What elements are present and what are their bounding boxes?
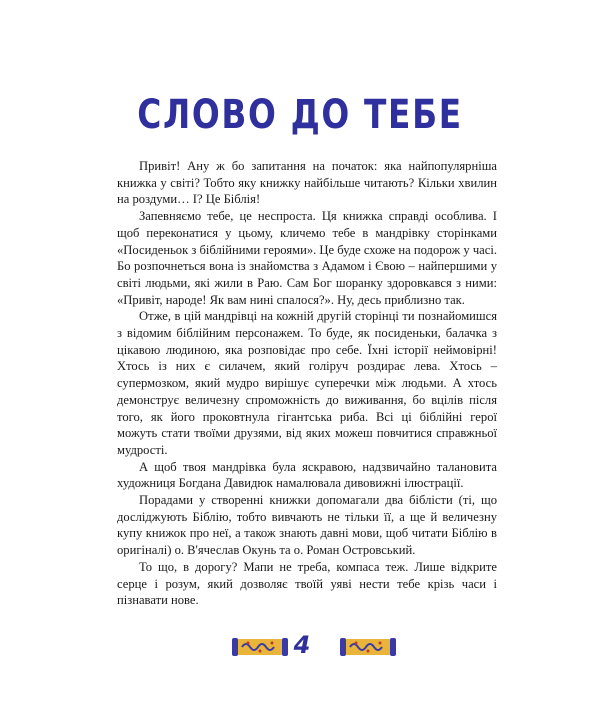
page-number: 4	[293, 631, 311, 659]
body-text	[117, 158, 497, 609]
paragraph: Привіт! Ану ж бо запитання на початок: яка найпопулярніша книжка у світі? Тобто яку книжку найбільше читають? Кільки хвилин на роздуми… І? Це Біблія!	[117, 159, 497, 207]
paragraph: То що, в дорогу? Мапи не треба, компаса теж. Лише відкрите серце і розум, який дозволяє твоїй уяві нести тебе крізь часи і пізнавати нове.	[117, 559, 497, 608]
paragraph: Порадами у створенні книжки допомагали два біблісти (ті, що досліджують Біблію, тобто вивчають не тільки її, а ще й величезну купу книжок про неї, а також знають давні мови, щоб читати Біблію в оригіналі) о. В'ячеслав Окунь та о. Роман Островський.	[117, 493, 497, 558]
scroll-ornament-right-icon	[338, 635, 398, 659]
paragraph: Запевняємо тебе, це неспроста. Ця книжка справді особлива. І щоб переконатися у цьому, кличемо тебе в мандрівку сторінками «Посиденьок з біблійними героями». Це буде схоже на подорож у часі. Бо розпочнеться вона із знайомства з Адамом і Євою – найпершими у світі людьми, які жили в Раю. Сам Бог шоранку здоровкався з ними: «Привіт, народе! Як вам нині спалося?». Ну, десь приблизно так.	[117, 209, 497, 307]
page-footer	[0, 631, 600, 667]
scroll-ornament-left-icon	[230, 635, 290, 659]
page-title: СЛОВО ДО ТЕБЕ	[137, 92, 463, 138]
paragraph: А щоб твоя мандрівка була яскравою, надзвичайно талановита художниця Богдана Давидюк намалювала дивовижні ілюстрації.	[117, 459, 497, 491]
paragraph: Отже, в цій мандрівці на кожній другій сторінці ти познайомишся з відомим біблійним персонажем. То буде, як посиденьки, балачка з цікавою людиною, яка розповідає про себе. Їхні історії неймовірні! Хтось із них є силачем, який голіруч роздирає лева. Хтось – супермозком, який мудро вирішує суперечки між людьми. А хтось демонструє величезну спроможність до виживання, бо вцілів після того, як його проковтнула гігантська риба. Всі ці біблійні герої можуть стати твоїми друзями, від яких можеш повчитися справжньої мудрості.	[117, 309, 497, 457]
